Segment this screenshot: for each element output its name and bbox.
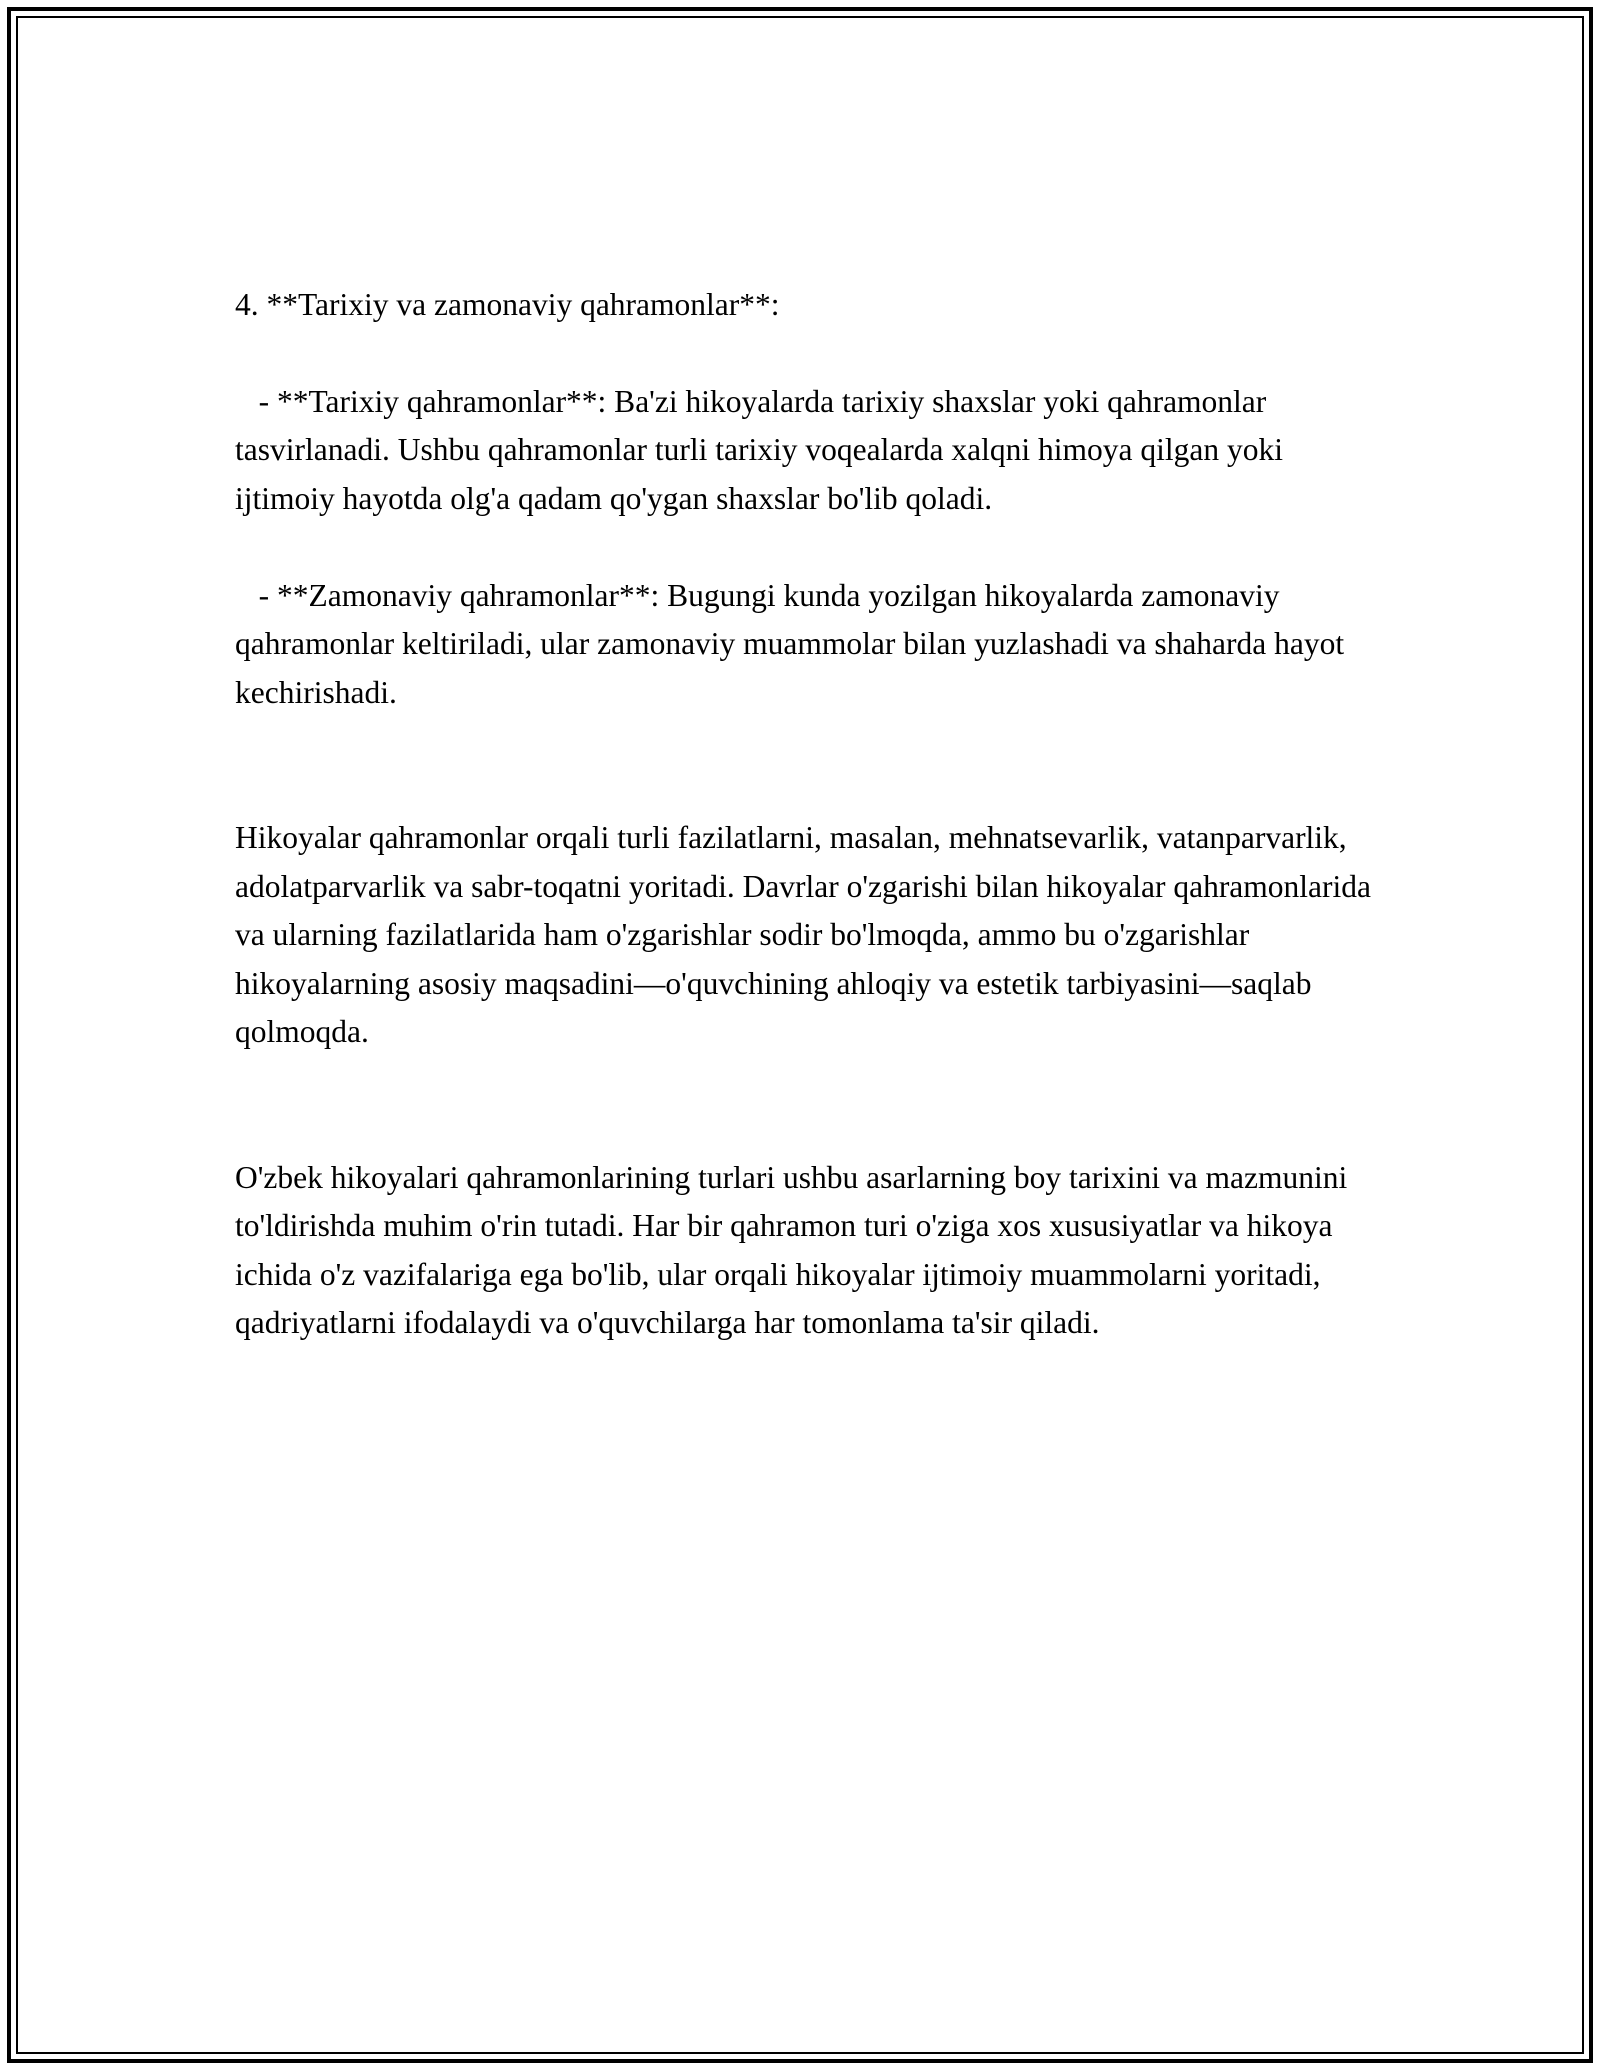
bullet-historical-heroes: - **Tarixiy qahramonlar**: Ba'zi hikoyalarda tarixiy shaxslar yoki qahramonlar tasvirlanadi. Ushbu qahramonlar turli tarixiy voqealarda xalqni himoya qilgan yoki ijtimoiy hayotda olg'a qadam qo'ygan shaxslar bo'lib qoladi.: [235, 383, 1291, 516]
paragraph-conclusion: O'zbek hikoyalari qahramonlarining turlari ushbu asarlarning boy tarixini va mazmunini to'ldirishda muhim o'rin tutadi. Har bir qahramon turi o'ziga xos xususiyatlar va hikoya ichida o'z vazifalariga ega bo'lib, ular orqali hikoyalar ijtimoiy muammolarni yoritadi, qadriyatlarni ifodalaydi va o'quvchilarga har tomonlama ta'sir qiladi.: [235, 1159, 1348, 1340]
paragraph-virtues: Hikoyalar qahramonlar orqali turli fazilatlarni, masalan, mehnatsevarlik, vatanparvarlik, adolatparvarlik va sabr-toqatni yoritadi. Davrlar o'zgarishi bilan hikoyalar qahramonlarida va ularning fazilatlarida ham o'zgarishlar sodir bo'lmoqda, ammo bu o'zgarishlar hikoyalarning asosiy maqsadini—o'quvchining ahloqiy va estetik tarbiyasini—saqlab qolmoqda.: [235, 820, 1371, 1049]
bullet-modern-heroes: - **Zamonaviy qahramonlar**: Bugungi kunda yozilgan hikoyalarda zamonaviy qahramonlar keltiriladi, ular zamonaviy muammolar bilan yuzlashadi va shaharda hayot kechirishadi.: [235, 577, 1352, 710]
section-heading: 4. **Tarixiy va zamonaviy qahramonlar**:: [235, 286, 780, 322]
document-body: [235, 232, 1385, 1396]
